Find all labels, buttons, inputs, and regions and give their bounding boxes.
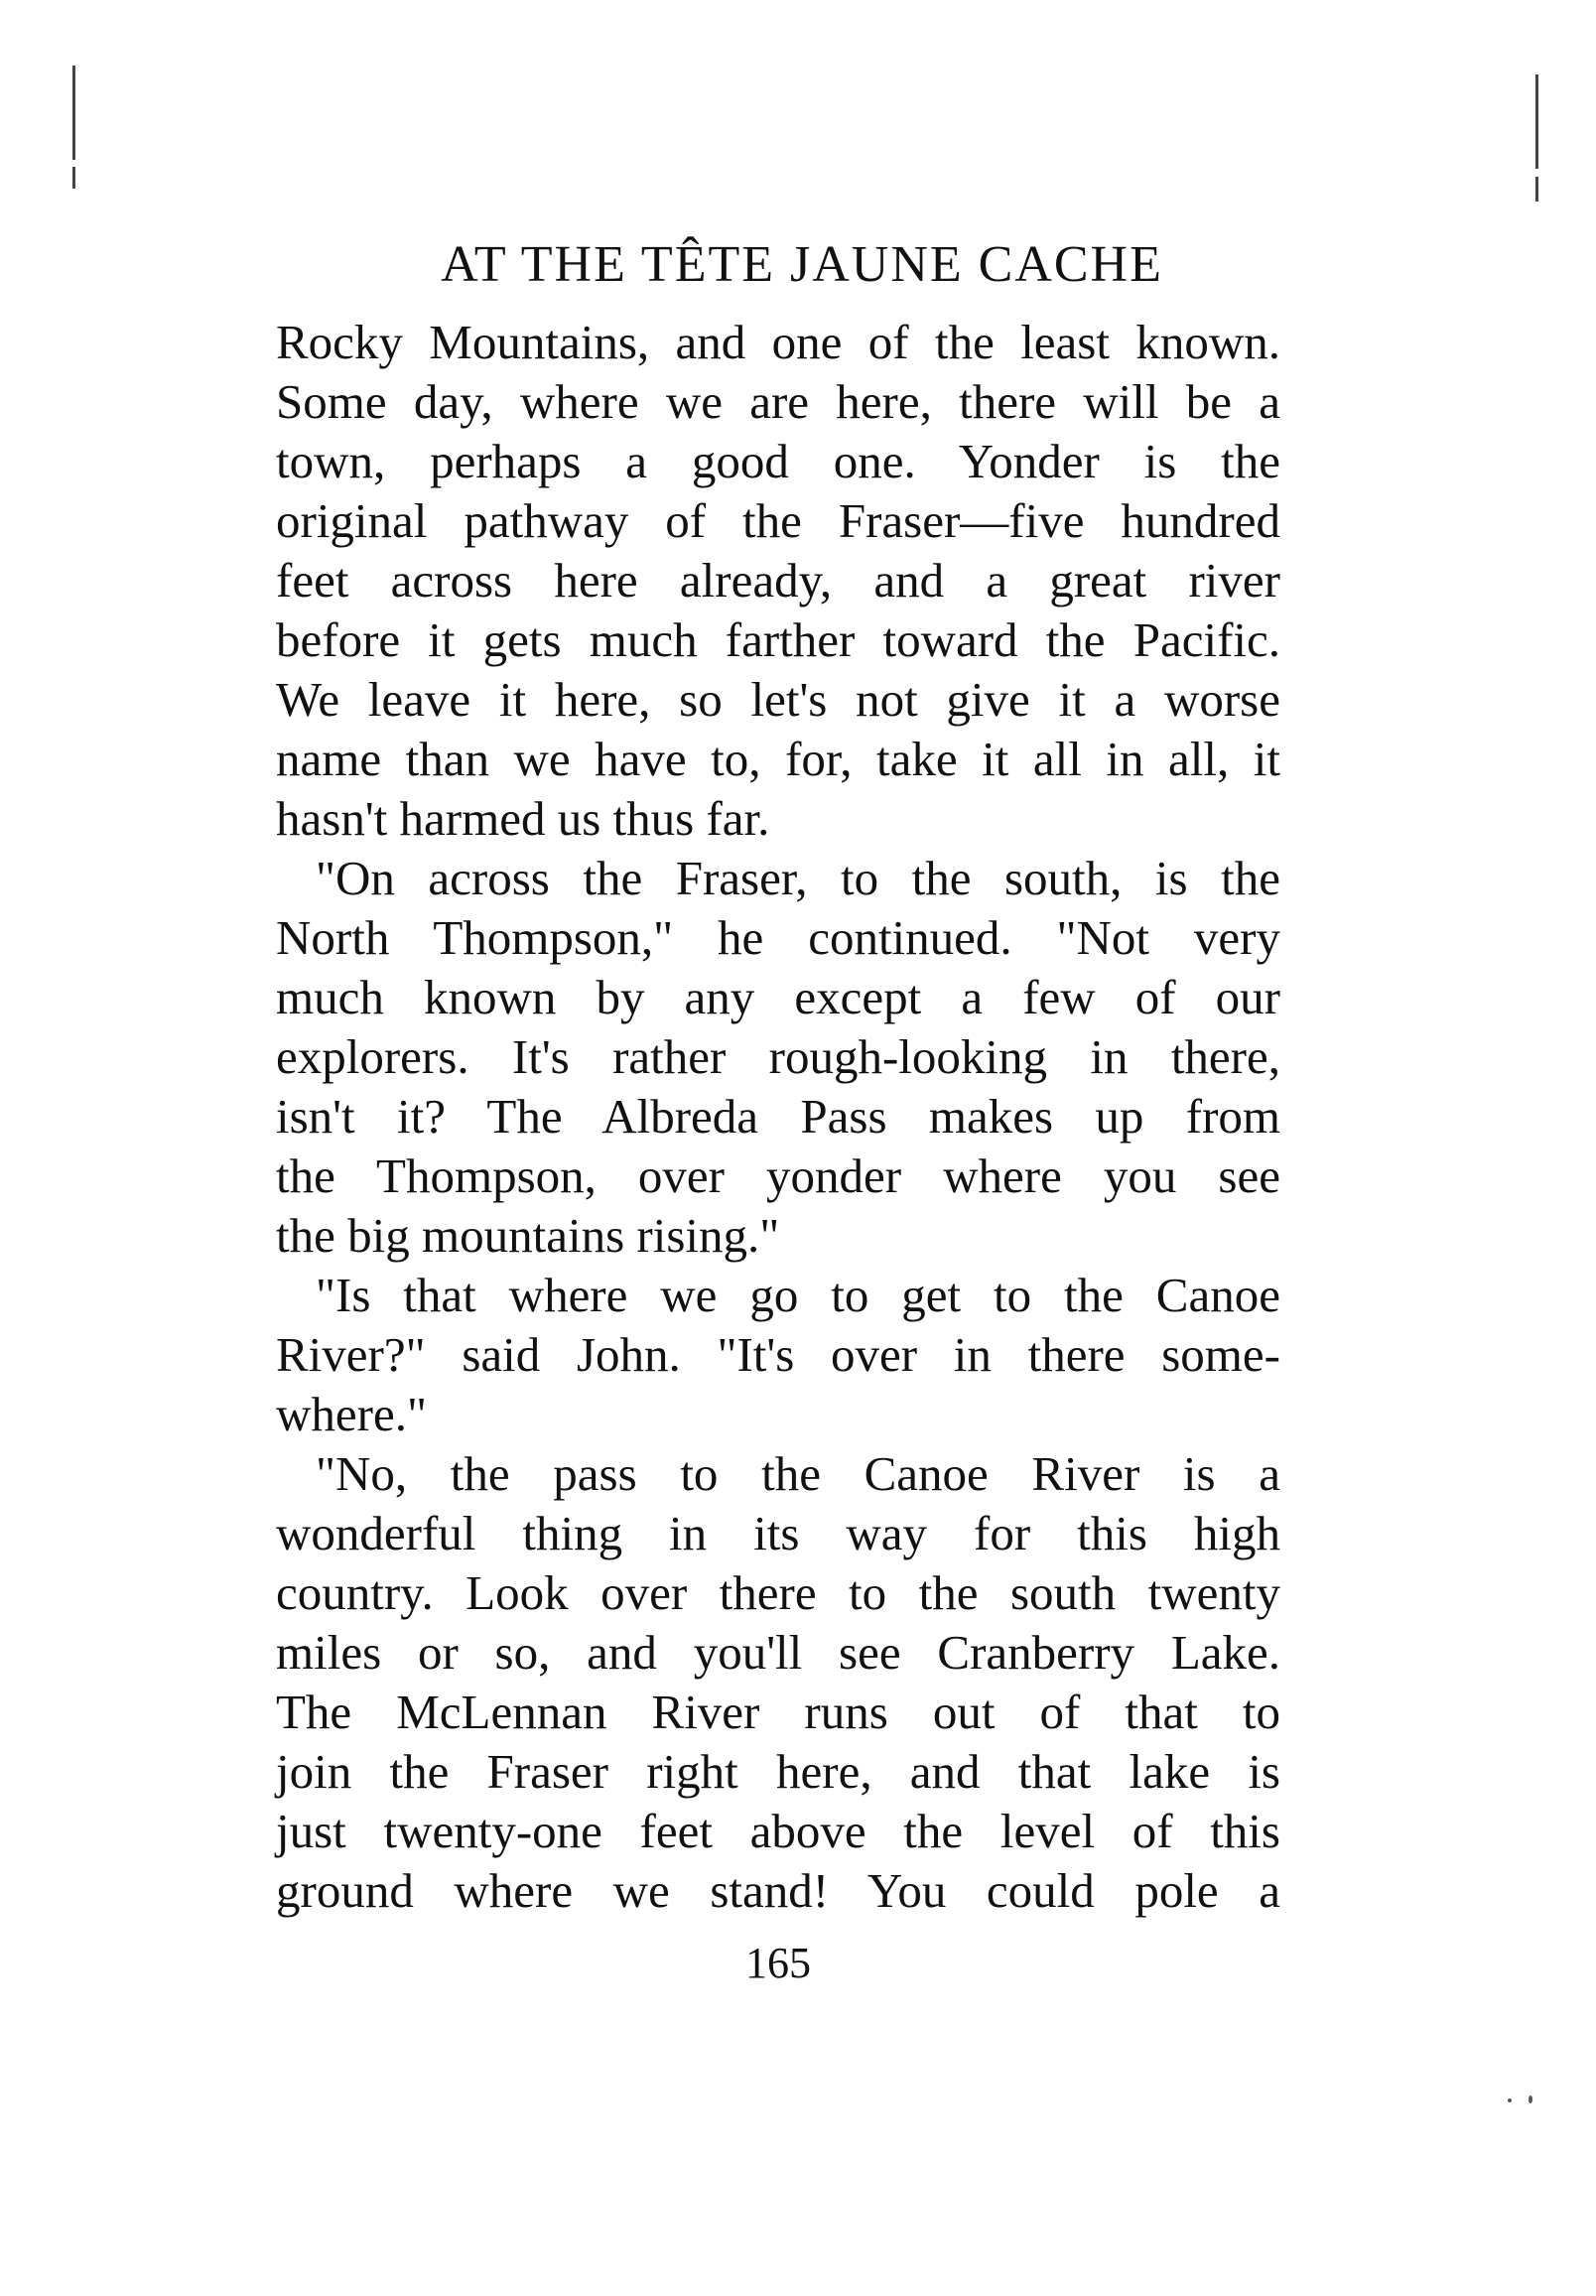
scan-speck bbox=[1508, 2098, 1512, 2102]
text-line: We leave it here, so let's not give it a worse bbox=[276, 672, 1280, 727]
scan-speck bbox=[1529, 2095, 1532, 2103]
margin-scan-line bbox=[1535, 177, 1538, 202]
text-line: the big mountains rising." bbox=[276, 1208, 780, 1263]
text-line: ground where we stand! You could pole a bbox=[276, 1863, 1280, 1918]
text-line: "Is that where we go to get to the Canoe bbox=[316, 1268, 1280, 1322]
text-line: "No, the pass to the Canoe River is a bbox=[316, 1446, 1280, 1501]
text-line: explorers. It's rather rough-looking in there, bbox=[276, 1029, 1280, 1084]
text-line: town, perhaps a good one. Yonder is the bbox=[276, 434, 1280, 488]
text-line: The McLennan River runs out of that to bbox=[276, 1685, 1280, 1739]
text-line: the Thompson, over yonder where you see bbox=[276, 1148, 1280, 1203]
margin-scan-line bbox=[72, 66, 75, 160]
text-line: where." bbox=[276, 1387, 427, 1441]
text-line: isn't it? The Albreda Pass makes up from bbox=[276, 1089, 1280, 1144]
text-line: feet across here already, and a great river bbox=[276, 553, 1280, 608]
text-line: Some day, where we are here, there will be a bbox=[276, 374, 1280, 429]
text-line: just twenty-one feet above the level of this bbox=[276, 1804, 1280, 1858]
text-line: country. Look over there to the south twenty bbox=[276, 1565, 1280, 1620]
text-line: before it gets much farther toward the Pacific. bbox=[276, 612, 1280, 667]
text-line: River?" said John. "It's over in there some- bbox=[276, 1327, 1280, 1382]
text-line: Rocky Mountains, and one of the least known. bbox=[276, 315, 1280, 369]
running-head: AT THE TÊTE JAUNE CACHE bbox=[441, 236, 1163, 293]
body-text bbox=[276, 313, 1280, 1921]
text-line: join the Fraser right here, and that lake is bbox=[276, 1744, 1280, 1799]
text-line: "On across the Fraser, to the south, is the bbox=[316, 851, 1280, 905]
text-line: name than we have to, for, take it all in all, it bbox=[276, 732, 1280, 786]
text-line: North Thompson," he continued. "Not very bbox=[276, 910, 1280, 965]
margin-scan-line bbox=[72, 167, 75, 189]
text-line: hasn't harmed us thus far. bbox=[276, 791, 770, 846]
text-line: much known by any except a few of our bbox=[276, 970, 1280, 1024]
text-line: miles or so, and you'll see Cranberry Lake. bbox=[276, 1625, 1280, 1680]
text-line: original pathway of the Fraser—five hundred bbox=[276, 493, 1280, 548]
margin-scan-line bbox=[1535, 74, 1538, 169]
text-line: wonderful thing in its way for this high bbox=[276, 1506, 1280, 1560]
page-number: 165 bbox=[745, 1939, 811, 1987]
